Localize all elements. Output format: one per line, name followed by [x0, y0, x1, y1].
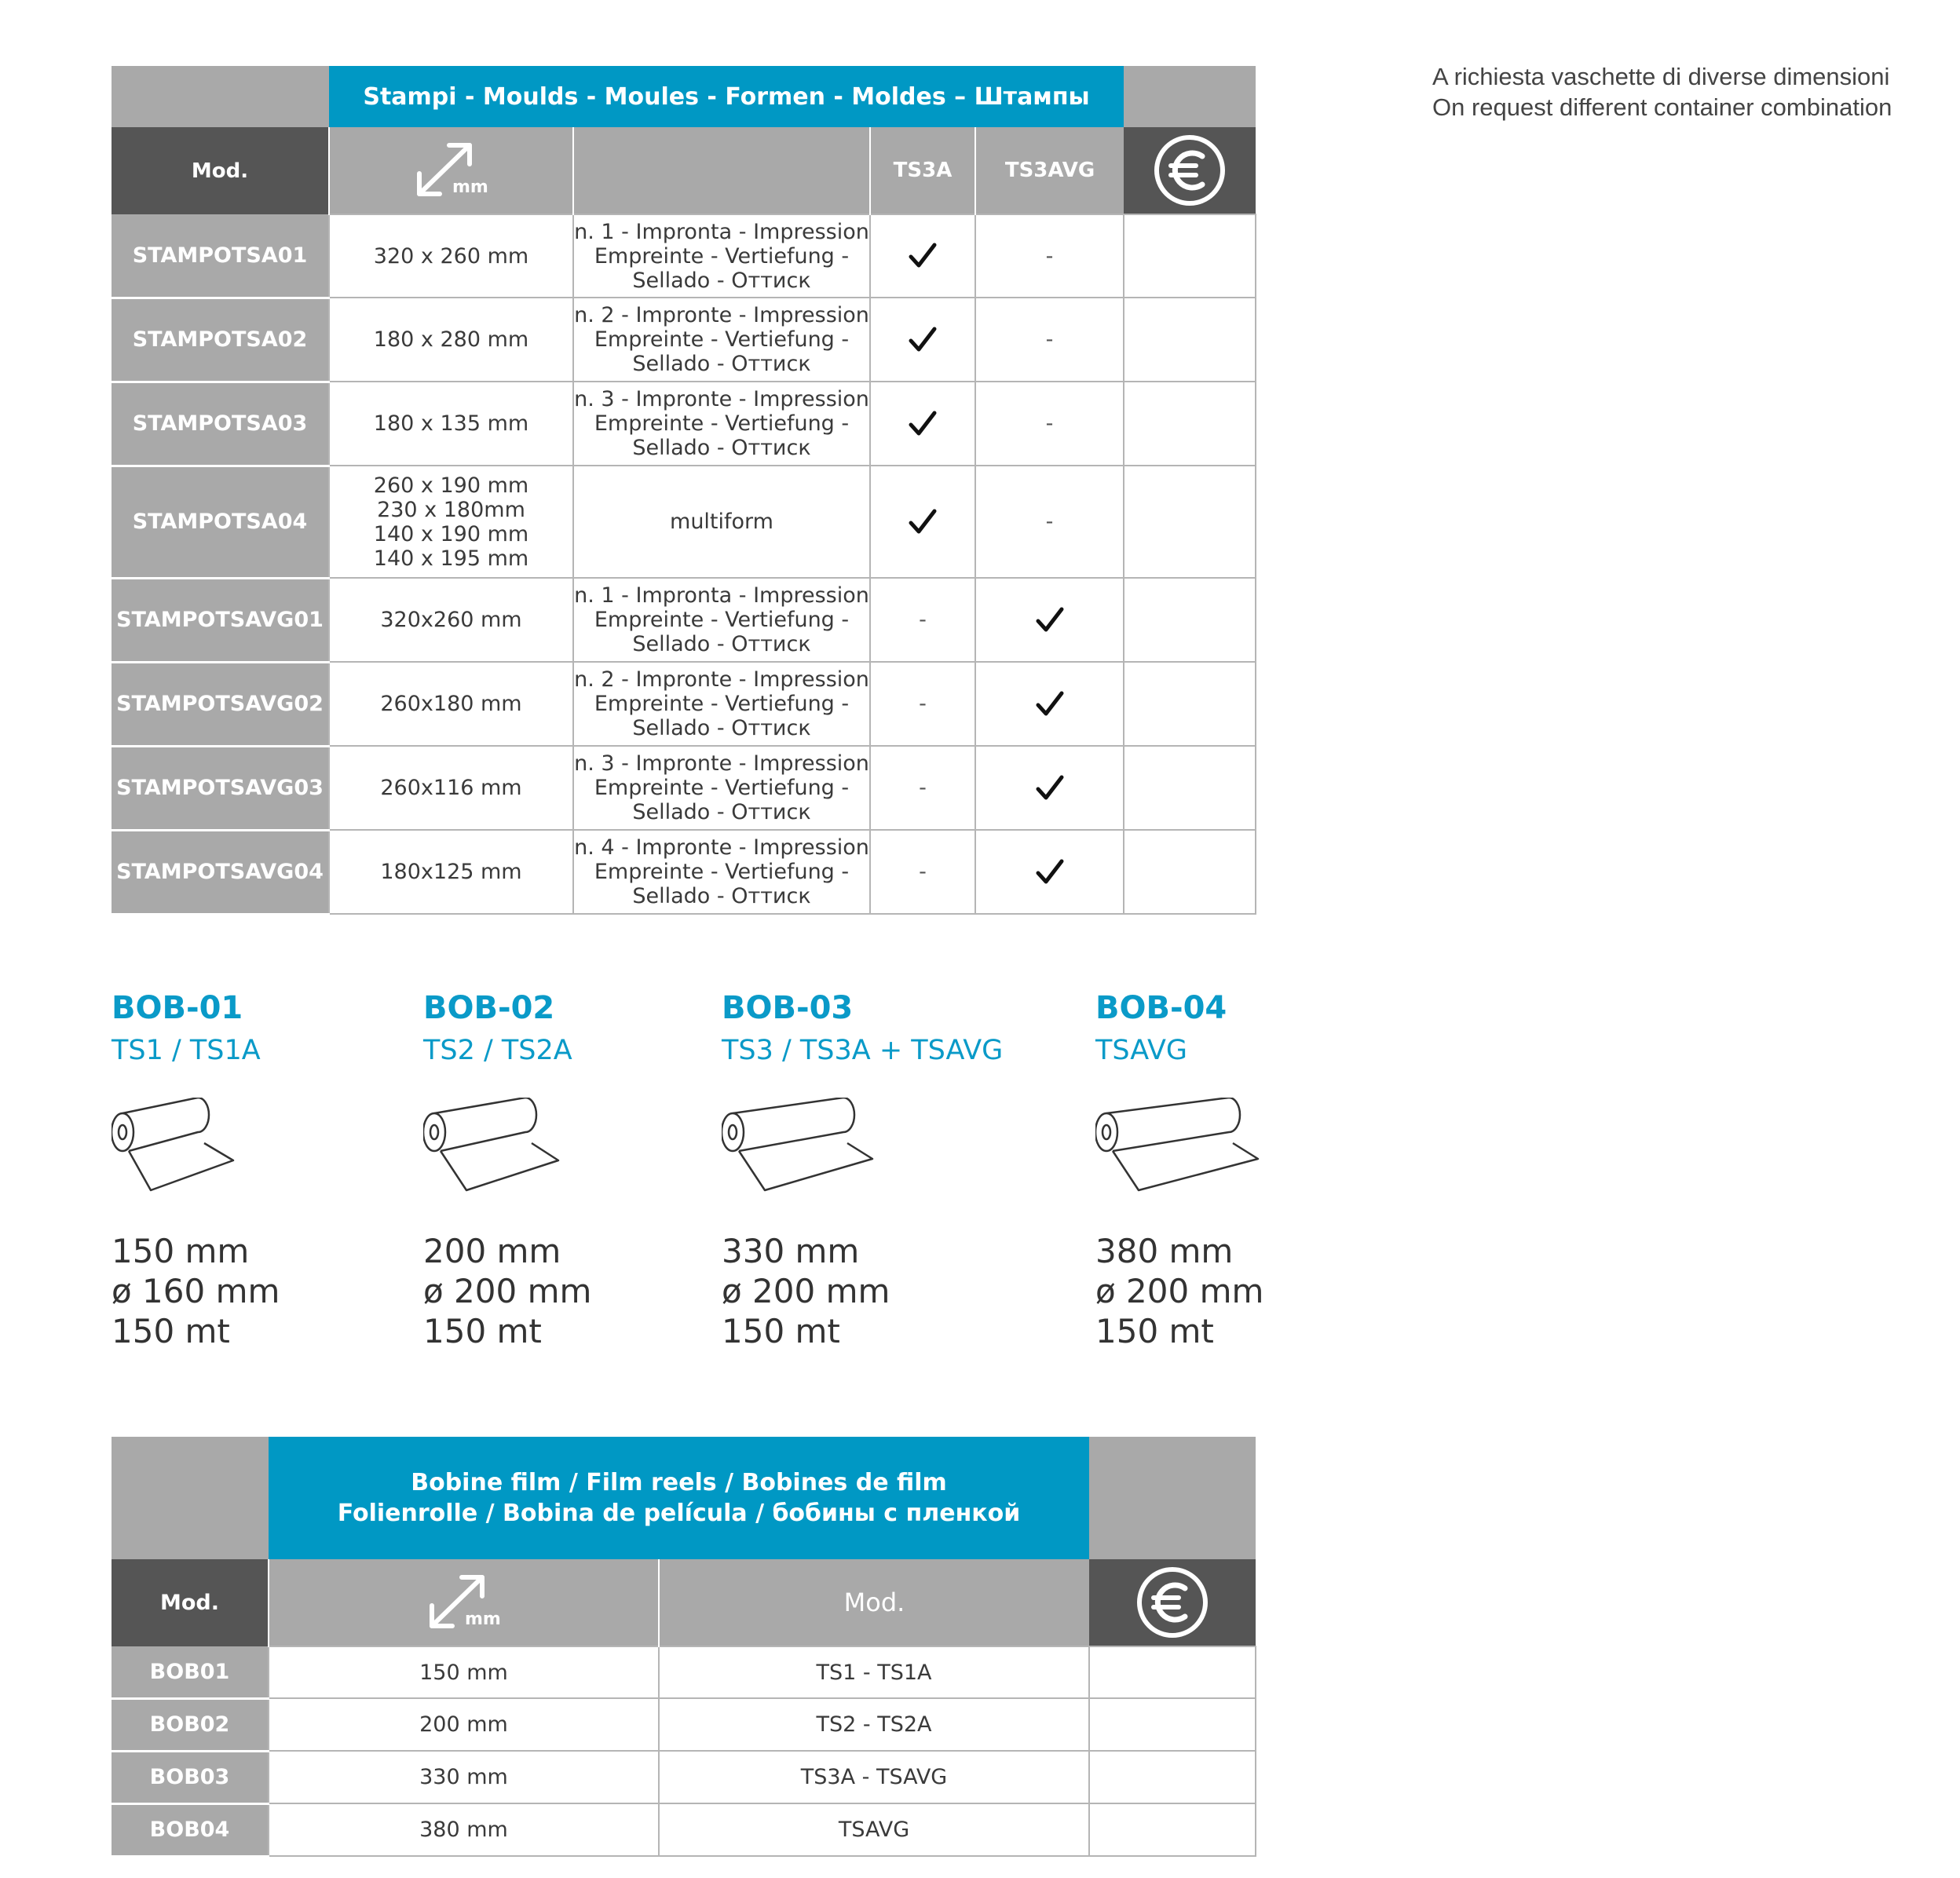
- description-header: [573, 127, 870, 214]
- reel-diameter: ø 200 mm: [722, 1272, 890, 1310]
- table-row: [112, 578, 1256, 662]
- reel-size: 200 mm: [269, 1698, 659, 1751]
- reel-length: 150 mt: [423, 1312, 542, 1350]
- mould-size: [329, 466, 573, 578]
- price-cell: [1124, 214, 1256, 298]
- checkmark-icon: [907, 506, 938, 538]
- table-row: [112, 662, 1256, 746]
- desc-line: Sellado - Оттиск: [632, 268, 811, 293]
- ts3avg-compat: -: [975, 298, 1124, 382]
- mould-size: 180 x 135 mm: [329, 382, 573, 466]
- ts3avg-compat: -: [975, 214, 1124, 298]
- ts3a-compat: -: [870, 746, 975, 830]
- dimension-unit-label: mm: [464, 1609, 501, 1629]
- ts3avg-compat: [975, 746, 1124, 830]
- reel-card: [722, 989, 1051, 1351]
- request-note: [1432, 61, 1892, 122]
- mod-code: STAMPOTSA04: [112, 466, 329, 578]
- desc-line: Empreinte - Vertiefung -: [594, 243, 850, 269]
- models-header: Mod.: [659, 1559, 1089, 1646]
- ts3avg-compat: [975, 830, 1124, 914]
- mod-code: STAMPOTSA03: [112, 382, 329, 466]
- desc-line: Empreinte - Vertiefung -: [594, 608, 850, 632]
- price-cell: [1124, 746, 1256, 830]
- mould-size: 180 x 280 mm: [329, 298, 573, 382]
- note-line-1: A richiesta vaschette di diverse dimensioni: [1432, 63, 1890, 90]
- mould-size: 260x180 mm: [329, 662, 573, 746]
- reel-width: 150 mm: [112, 1232, 250, 1270]
- mod-code: STAMPOTSA01: [112, 214, 329, 298]
- desc-line: Empreinte - Vertiefung -: [594, 692, 850, 716]
- reel-models: TSAVG: [1095, 1035, 1188, 1066]
- price-cell: [1089, 1803, 1256, 1856]
- mod-code: STAMPOTSAVG04: [112, 830, 329, 914]
- ts3a-header: TS3A: [870, 127, 975, 214]
- desc-line: Sellado - Оттиск: [632, 716, 811, 740]
- mod-code: BOB02: [112, 1698, 269, 1751]
- reel-size: 380 mm: [269, 1803, 659, 1856]
- reel-width: 200 mm: [423, 1232, 561, 1270]
- price-cell: [1089, 1646, 1256, 1698]
- mod-code: STAMPOTSAVG03: [112, 746, 329, 830]
- reel-models: TS1 - TS1A: [659, 1646, 1089, 1698]
- ts3avg-compat: [975, 578, 1124, 662]
- ts3a-compat: -: [870, 578, 975, 662]
- price-cell: [1124, 578, 1256, 662]
- price-cell: [1124, 382, 1256, 466]
- ts3avg-compat: [975, 662, 1124, 746]
- checkmark-icon: [1034, 605, 1066, 636]
- mould-description: [573, 298, 870, 382]
- mould-description: [573, 746, 870, 830]
- moulds-table: [112, 66, 1256, 915]
- film-reel-icon: [112, 1098, 410, 1200]
- moulds-title-right-spacer: [1124, 66, 1256, 127]
- price-header: [1089, 1559, 1256, 1646]
- reel-models: TSAVG: [659, 1803, 1089, 1856]
- desc-line: Sellado - Оттиск: [632, 352, 811, 376]
- reel-diameter: ø 200 mm: [423, 1272, 592, 1310]
- film-table-title: [269, 1437, 1089, 1559]
- mould-description: [573, 830, 870, 914]
- checkmark-icon: [907, 408, 938, 440]
- mould-description: multiform: [573, 466, 870, 578]
- reel-models: TS3A - TSAVG: [659, 1751, 1089, 1803]
- price-header: [1124, 127, 1256, 214]
- desc-line: n. 4 - Impronte - Impression: [574, 835, 869, 860]
- size-line: 230 x 180mm: [377, 497, 525, 522]
- desc-line: Sellado - Оттиск: [632, 632, 811, 656]
- reel-diameter: ø 160 mm: [112, 1272, 280, 1310]
- film-title-left-spacer: [112, 1437, 269, 1559]
- price-cell: [1089, 1751, 1256, 1803]
- reel-length: 150 mt: [1095, 1312, 1214, 1350]
- reel-diameter: ø 200 mm: [1095, 1272, 1264, 1310]
- reel-card: [423, 989, 722, 1351]
- desc-line: Sellado - Оттиск: [632, 800, 811, 824]
- table-row: [112, 298, 1256, 382]
- ts3a-compat: -: [870, 830, 975, 914]
- ts3a-compat: [870, 214, 975, 298]
- price-cell: [1124, 298, 1256, 382]
- desc-line: n. 2 - Impronte - Impression: [574, 303, 869, 327]
- desc-line: Empreinte - Vertiefung -: [594, 327, 850, 352]
- mould-description: [573, 662, 870, 746]
- mould-description: [573, 214, 870, 298]
- price-cell: [1124, 830, 1256, 914]
- ts3a-compat: [870, 382, 975, 466]
- desc-line: n. 3 - Impronte - Impression: [574, 751, 869, 776]
- film-reel-icon: [722, 1098, 1051, 1200]
- table-row: [112, 746, 1256, 830]
- moulds-table-title: Stampi - Moulds - Moules - Formen - Moldes – Штампы: [329, 66, 1124, 127]
- reel-models: TS2 - TS2A: [659, 1698, 1089, 1751]
- table-row: [112, 466, 1256, 578]
- moulds-title-left-spacer: [112, 66, 329, 127]
- film-title-line-1: Bobine film / Film reels / Bobines de film: [411, 1469, 947, 1496]
- ts3a-compat: [870, 298, 975, 382]
- dimension-unit-label: mm: [452, 177, 488, 197]
- mould-size: 320 x 260 mm: [329, 214, 573, 298]
- desc-line: n. 3 - Impronte - Impression: [574, 387, 869, 411]
- checkmark-icon: [1034, 773, 1066, 804]
- reel-specs: [1095, 1231, 1394, 1351]
- price-cell: [1124, 466, 1256, 578]
- film-reel-icon: [423, 1098, 722, 1200]
- mould-size: 320x260 mm: [329, 578, 573, 662]
- reel-length: 150 mt: [112, 1312, 230, 1350]
- checkmark-icon: [907, 324, 938, 356]
- ts3a-compat: -: [870, 662, 975, 746]
- dimension-header: [269, 1559, 659, 1646]
- desc-line: Sellado - Оттиск: [632, 884, 811, 908]
- reel-code: BOB-01: [112, 990, 243, 1026]
- reel-card: [1095, 989, 1394, 1351]
- dimension-header: [329, 127, 573, 214]
- mod-code: STAMPOTSA02: [112, 298, 329, 382]
- reel-width: 330 mm: [722, 1232, 860, 1270]
- film-reel-icon: [1095, 1098, 1394, 1200]
- euro-icon: [1135, 1565, 1210, 1640]
- checkmark-icon: [907, 240, 938, 272]
- film-title-right-spacer: [1089, 1437, 1256, 1559]
- table-row: [112, 1751, 1256, 1803]
- desc-line: n. 1 - Impronta - Impression: [574, 583, 869, 608]
- reel-width: 380 mm: [1095, 1232, 1234, 1270]
- mould-size: 260x116 mm: [329, 746, 573, 830]
- price-cell: [1124, 662, 1256, 746]
- table-row: [112, 382, 1256, 466]
- euro-icon: [1152, 133, 1227, 208]
- desc-line: n. 1 - Impronta - Impression: [574, 219, 869, 244]
- reel-specs: [722, 1231, 1051, 1351]
- reel-length: 150 mt: [722, 1312, 840, 1350]
- ts3a-compat: [870, 466, 975, 578]
- film-reels-table: [112, 1437, 1256, 1858]
- table-row: [112, 1646, 1256, 1698]
- reel-code: BOB-02: [423, 990, 555, 1026]
- dimension-arrow-icon: [421, 1571, 507, 1634]
- mould-description: [573, 382, 870, 466]
- desc-line: Empreinte - Vertiefung -: [594, 776, 850, 800]
- ts3avg-header: TS3AVG: [975, 127, 1124, 214]
- mod-code: BOB03: [112, 1751, 269, 1803]
- size-line: 140 x 195 mm: [373, 546, 529, 571]
- mod-header: Mod.: [112, 1559, 269, 1646]
- mould-size: 180x125 mm: [329, 830, 573, 914]
- ts3avg-compat: -: [975, 466, 1124, 578]
- reel-code: BOB-03: [722, 990, 854, 1026]
- price-cell: [1089, 1698, 1256, 1751]
- reel-models: TS2 / TS2A: [423, 1035, 572, 1066]
- reel-code: BOB-04: [1095, 990, 1227, 1026]
- mod-code: BOB04: [112, 1803, 269, 1856]
- desc-line: Empreinte - Vertiefung -: [594, 860, 850, 884]
- film-title-line-2: Folienrolle / Bobina de película / бобины с пленкой: [337, 1500, 1021, 1527]
- mod-code: STAMPOTSAVG02: [112, 662, 329, 746]
- reel-size: 330 mm: [269, 1751, 659, 1803]
- table-row: [112, 214, 1256, 298]
- reel-size: 150 mm: [269, 1646, 659, 1698]
- table-row: [112, 830, 1256, 914]
- checkmark-icon: [1034, 689, 1066, 720]
- desc-line: Empreinte - Vertiefung -: [594, 411, 850, 436]
- size-line: 140 x 190 mm: [373, 521, 529, 546]
- checkmark-icon: [1034, 857, 1066, 888]
- desc-line: n. 2 - Impronte - Impression: [574, 667, 869, 692]
- table-row: [112, 1803, 1256, 1856]
- reel-models: TS1 / TS1A: [112, 1035, 261, 1066]
- size-line: 260 x 190 mm: [373, 473, 529, 498]
- reel-specs: [112, 1231, 410, 1351]
- ts3avg-compat: -: [975, 382, 1124, 466]
- mould-description: [573, 578, 870, 662]
- reel-specs: [423, 1231, 722, 1351]
- table-row: [112, 1698, 1256, 1751]
- reel-models: TS3 / TS3A + TSAVG: [722, 1035, 1004, 1066]
- note-line-2: On request different container combination: [1432, 93, 1892, 121]
- mod-code: BOB01: [112, 1646, 269, 1698]
- mod-code: STAMPOTSAVG01: [112, 578, 329, 662]
- mod-header: Mod.: [112, 127, 329, 214]
- reel-card: [112, 989, 410, 1351]
- dimension-arrow-icon: [408, 139, 495, 202]
- desc-line: Sellado - Оттиск: [632, 436, 811, 460]
